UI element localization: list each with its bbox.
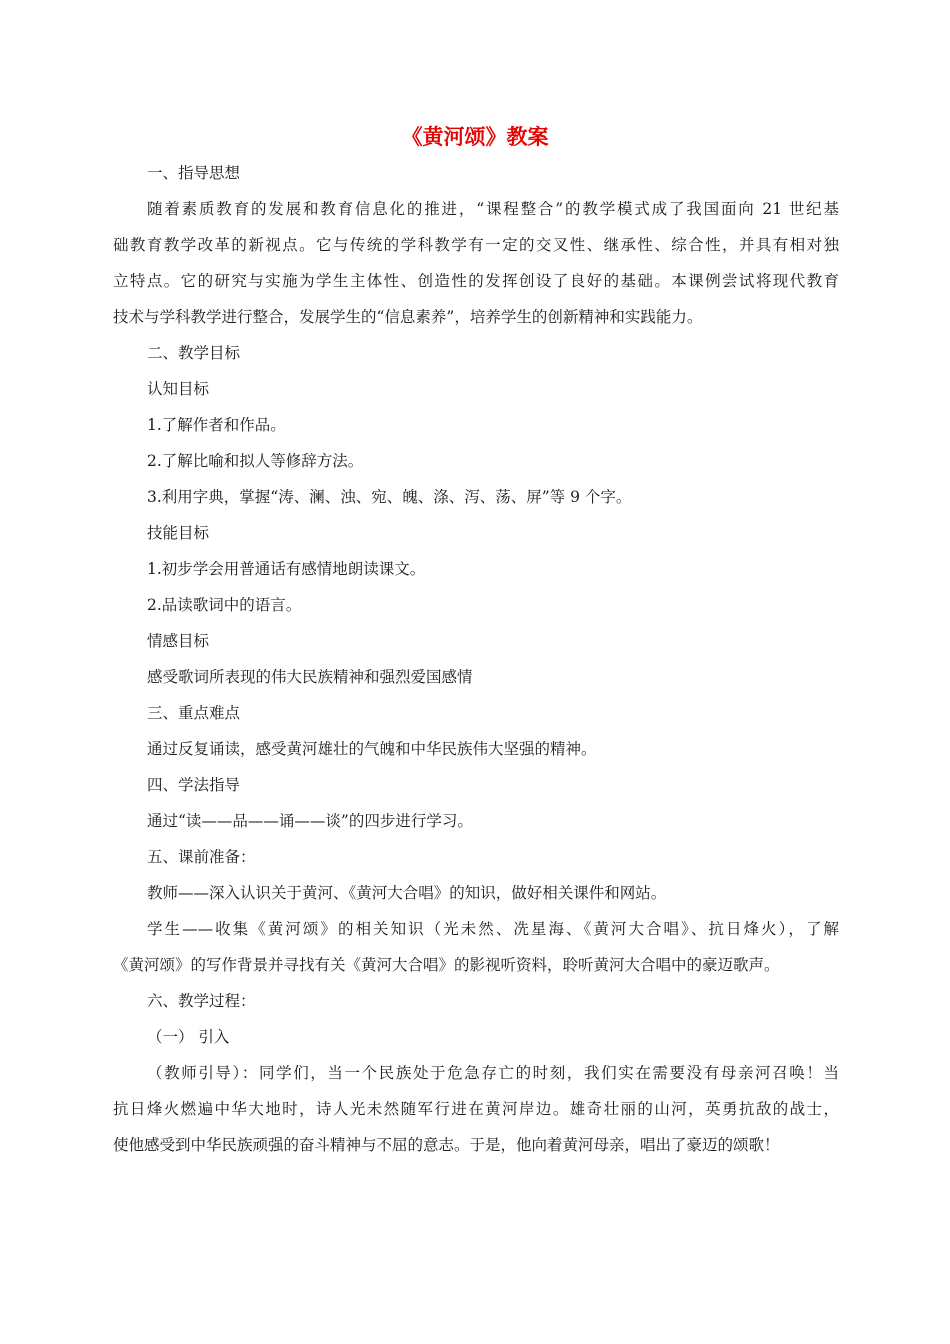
section-heading-guiding-ideology: 一、指导思想 [147, 164, 241, 182]
document-body [113, 162, 839, 1170]
paragraph-line: 立特点。它的研究与实施为学生主体性、创造性的发挥创设了良好的基础。本课例尝试将现代教育 [113, 272, 839, 290]
paragraph-line: 抗日烽火燃遍中华大地时，诗人光未然随军行进在黄河岸边。雄奇壮丽的山河，英勇抗敌的战士， [113, 1100, 839, 1118]
list-item: 3.利用字典，掌握“涛、澜、浊、宛、魄、涤、泻、荡、屏”等 9 个字。 [147, 488, 632, 506]
paragraph-line: 础教育教学改革的新视点。它与传统的学科教学有一定的交叉性、继承性、综合性，并具有相对独 [113, 236, 839, 254]
paragraph-line: 学生——收集《黄河颂》的相关知识（光未然、冼星海、《黄河大合唱》、抗日烽火），了解 [147, 920, 839, 938]
paragraph-line: 《黄河颂》的写作背景并寻找有关《黄河大合唱》的影视听资料，聆听黄河大合唱中的豪迈歌声。 [113, 956, 780, 974]
subheading-skill-goals: 技能目标 [147, 524, 210, 542]
subheading-introduction: （一） 引入 [147, 1028, 230, 1046]
section-heading-key-points: 三、重点难点 [147, 704, 241, 722]
paragraph-line: 随着素质教育的发展和教育信息化的推进，“课程整合”的教学模式成了我国面向 21 世纪基 [147, 200, 839, 218]
list-item: 2.了解比喻和拟人等修辞方法。 [147, 452, 364, 470]
paragraph-line: 通过反复诵读，感受黄河雄壮的气魄和中华民族伟大坚强的精神。 [147, 740, 597, 758]
section-heading-teaching-goals: 二、教学目标 [147, 344, 241, 362]
subheading-emotion-goals: 情感目标 [147, 632, 210, 650]
paragraph-line: 通过“读——品——诵——谈”的四步进行学习。 [147, 812, 473, 830]
list-item: 1.了解作者和作品。 [147, 416, 286, 434]
paragraph-line: 感受歌词所表现的伟大民族精神和强烈爱国感情 [147, 668, 473, 686]
subheading-cognitive-goals: 认知目标 [147, 380, 210, 398]
paragraph-line: （教师引导）：同学们，当一个民族处于危急存亡的时刻，我们实在需要没有母亲河召唤！当 [147, 1064, 839, 1082]
section-heading-teaching-process: 六、教学过程： [147, 992, 256, 1010]
section-heading-preparation: 五、课前准备： [147, 848, 256, 866]
paragraph-line: 技术与学科教学进行整合，发展学生的“信息素养”，培养学生的创新精神和实践能力。 [113, 308, 703, 326]
paragraph-line: 教师——深入认识关于黄河、《黄河大合唱》的知识，做好相关课件和网站。 [147, 884, 667, 902]
list-item: 2.品读歌词中的语言。 [147, 596, 302, 614]
list-item: 1.初步学会用普通话有感情地朗读课文。 [147, 560, 426, 578]
section-heading-study-method: 四、学法指导 [147, 776, 241, 794]
document-title: 《黄河颂》教案 [401, 125, 549, 149]
paragraph-line: 使他感受到中华民族顽强的奋斗精神与不屈的意志。于是，他向着黄河母亲，唱出了豪迈的颂歌！ [113, 1136, 780, 1154]
